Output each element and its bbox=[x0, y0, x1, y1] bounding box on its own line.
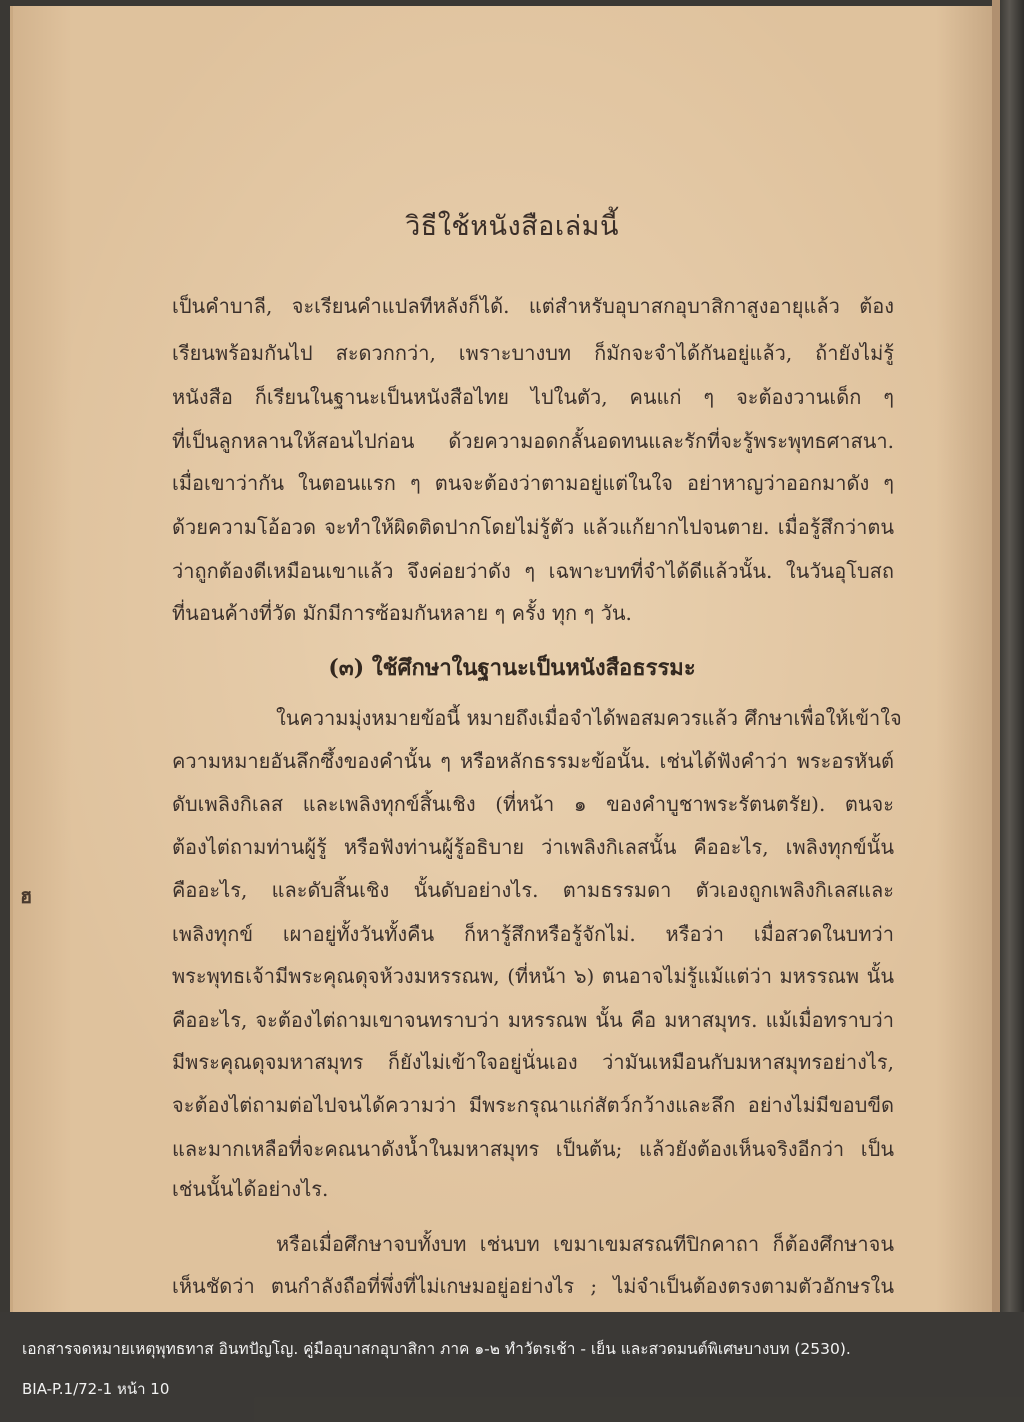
caption-bar bbox=[0, 1312, 1024, 1422]
text-line: ดับเพลิงกิเลส และเพลิงทุกข์สิ้นเชิง (ที่หน้า ๑ ของคำบูชาพระรัตนตรัย). ตนจะ bbox=[172, 792, 894, 816]
text-line: จะต้องไต่ถามต่อไปจนได้ความว่า มีพระกรุณาแก่สัตว์กว้างและลึก อย่างไม่มีขอบขีด bbox=[172, 1093, 894, 1117]
text-line: คืออะไร, จะต้องไต่ถามเขาจนทราบว่า มหรรณพ นั้น คือ มหาสมุทร. แม้เมื่อทราบว่า bbox=[172, 1008, 894, 1032]
margin-mark: ฮ bbox=[20, 884, 33, 908]
text-line: ว่าถูกต้องดีเหมือนเขาแล้ว จึงค่อยว่าดัง ๆ เฉพาะบทที่จำได้ดีแล้วนั้น. ในวันอุโบสถ bbox=[172, 559, 894, 583]
caption-title: เอกสารจดหมายเหตุพุทธทาส อินทปัญโญ. คู่มืออุบาสกอุบาสิกา ภาค ๑-๒ ทำวัตรเช้า - เย็น และสวดมนต์พิเศษบางบท (2530). bbox=[22, 1340, 851, 1358]
text-line: ด้วยความโอ้อวด จะทำให้ผิดติดปากโดยไม่รู้ตัว แล้วแก้ยากไปจนตาย. เมื่อรู้สึกว่าตน bbox=[172, 515, 894, 539]
text-line: เรียนพร้อมกันไป สะดวกกว่า, เพราะบางบท ก็มักจะจำได้กันอยู่แล้ว, ถ้ายังไม่รู้ bbox=[172, 341, 894, 365]
text-line: และมากเหลือที่จะคณนาดังน้ำในมหาสมุทร เป็นต้น; แล้วยังต้องเห็นจริงอีกว่า เป็น bbox=[172, 1137, 894, 1161]
text-line: หรือเมื่อศึกษาจบทั้งบท เช่นบท เขมาเขมสรณทีปิกคาถา ก็ต้องศึกษาจน bbox=[276, 1232, 894, 1256]
text-line: หนังสือ ก็เรียนในฐานะเป็นหนังสือไทย ไปในตัว, คนแก่ ๆ จะต้องวานเด็ก ๆ bbox=[172, 385, 894, 409]
page-title: วิธีใช้หนังสือเล่มนี้ bbox=[405, 211, 619, 242]
text-line: พระพุทธเจ้ามีพระคุณดุจห้วงมหรรณพ, (ที่หน้า ๖) ตนอาจไม่รู้แม้แต่ว่า มหรรณพ นั้น bbox=[172, 964, 894, 988]
text-line: ที่นอนค้างที่วัด มักมีการซ้อมกันหลาย ๆ ครั้ง ทุก ๆ วัน. bbox=[172, 601, 632, 625]
text-line: ต้องไต่ถามท่านผู้รู้ หรือฟังท่านผู้รู้อธิบาย ว่าเพลิงกิเลสนั้น คืออะไร, เพลิงทุกข์นั้น bbox=[172, 835, 894, 859]
text-line: เห็นชัดว่า ตนกำลังถือที่พึ่งที่ไม่เกษมอยู่อย่างไร ; ไม่จำเป็นต้องตรงตามตัวอักษรใน bbox=[172, 1274, 894, 1298]
section-heading: (๓) ใช้ศึกษาในฐานะเป็นหนังสือธรรมะ bbox=[328, 655, 696, 681]
text-line: ในความมุ่งหมายข้อนี้ หมายถึงเมื่อจำได้พอสมควรแล้ว ศึกษาเพื่อให้เข้าใจ bbox=[276, 706, 902, 730]
text-line: เพลิงทุกข์ เผาอยู่ทั้งวันทั้งคืน ก็หารู้สึกหรือรู้จักไม่. หรือว่า เมื่อสวดในบทว่า bbox=[172, 922, 894, 946]
text-line: เป็นคำบาลี, จะเรียนคำแปลทีหลังก็ได้. แต่สำหรับอุบาสกอุบาสิกาสูงอายุแล้ว ต้อง bbox=[172, 294, 894, 318]
caption-reference: BIA-P.1/72-1 หน้า 10 bbox=[22, 1380, 170, 1398]
text-line: มีพระคุณดุจมหาสมุทร ก็ยังไม่เข้าใจอยู่นั่นเอง ว่ามันเหมือนกับมหาสมุทรอย่างไร, bbox=[172, 1050, 894, 1074]
text-line: คืออะไร, และดับสิ้นเชิง นั้นดับอย่างไร. ตามธรรมดา ตัวเองถูกเพลิงกิเลสและ bbox=[172, 878, 894, 902]
text-line: เมื่อเขาว่ากัน ในตอนแรก ๆ ตนจะต้องว่าตามอยู่แต่ในใจ อย่าหาญว่าออกมาดัง ๆ bbox=[172, 471, 894, 495]
text-line: ความหมายอันลึกซึ้งของคำนั้น ๆ หรือหลักธรรมะข้อนั้น. เช่นได้ฟังคำว่า พระอรหันต์ bbox=[172, 749, 894, 773]
text-line: เช่นนั้นได้อย่างไร. bbox=[172, 1177, 329, 1201]
text-line: ที่เป็นลูกหลานให้สอนไปก่อน ด้วยความอดกลั้นอดทนและรักที่จะรู้พระพุทธศาสนา. bbox=[172, 429, 894, 453]
